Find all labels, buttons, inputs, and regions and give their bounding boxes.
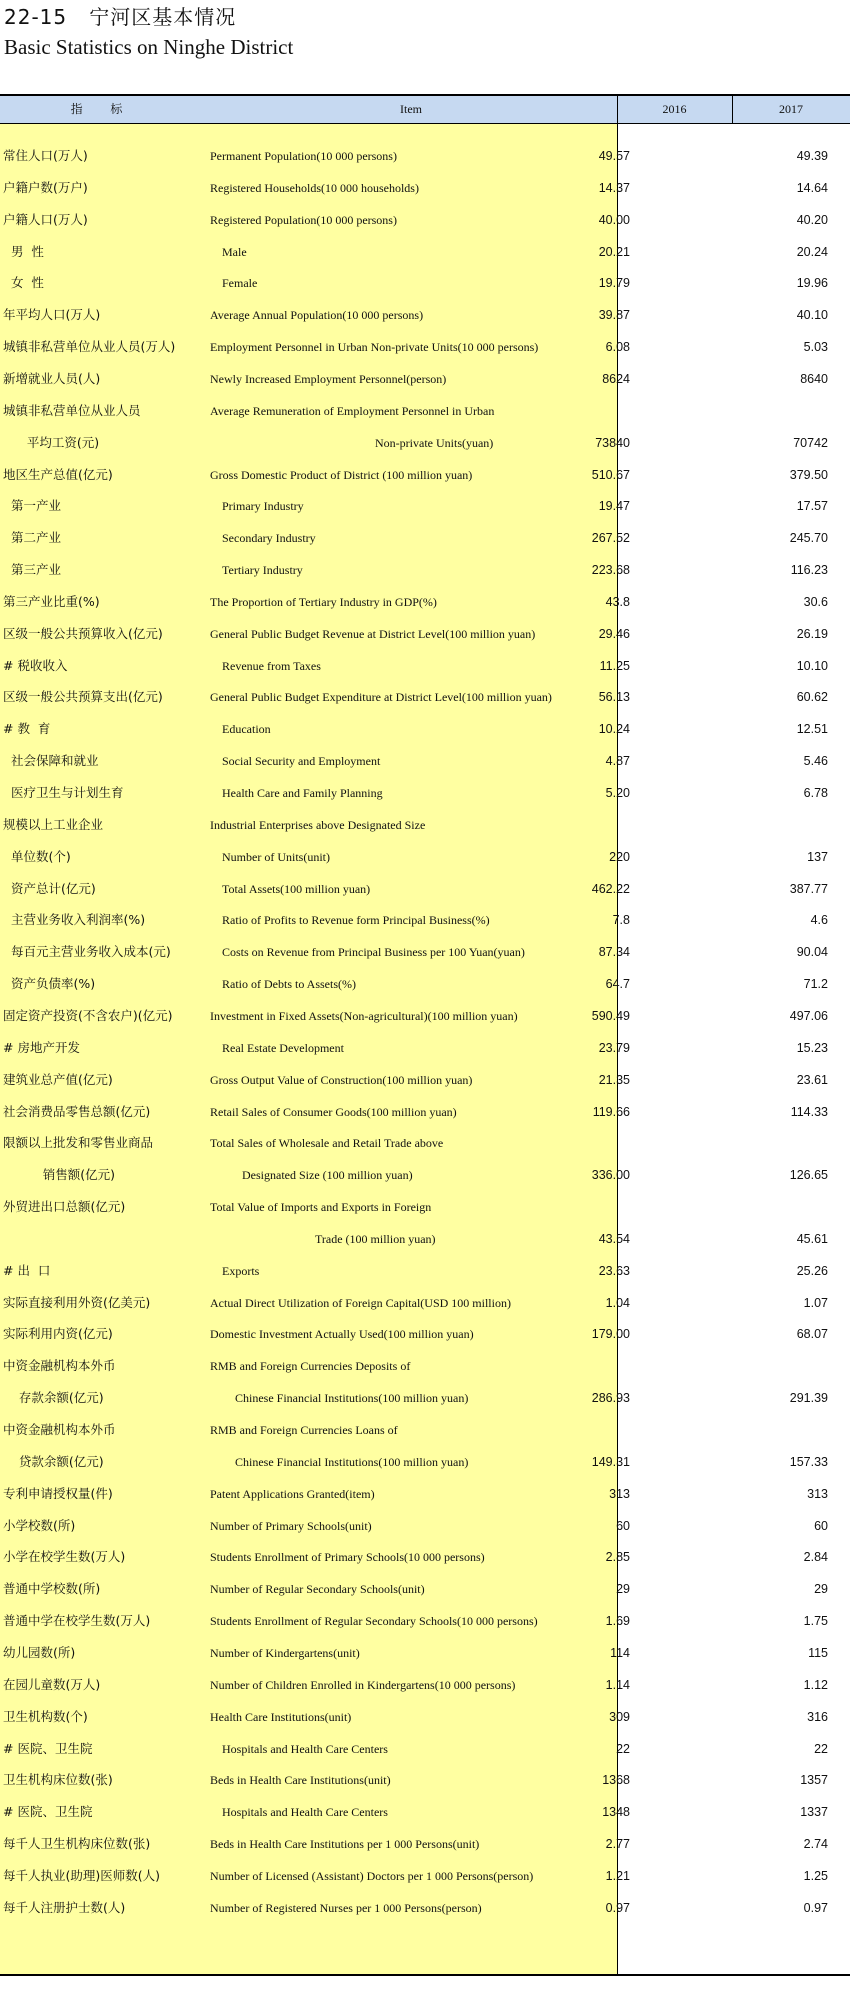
table-row [0,1350,850,1382]
value-2017: 245.70 [789,531,828,546]
value-2016: 1348 [602,1805,630,1820]
value-2017: 68.07 [796,1327,828,1342]
value-2017: 22 [814,1741,828,1756]
table-row [0,1287,850,1319]
indicator-en: Number of Children Enrolled in Kindergartens(10 000 persons) [210,1677,516,1692]
value-2016: 313 [609,1486,630,1501]
value-2016: 149.31 [591,1454,630,1469]
table-header [0,96,850,124]
table-row [0,586,850,618]
indicator-cn: 普通中学校数(所) [3,1581,101,1597]
value-2017: 387.77 [789,881,828,896]
table-row [0,1860,850,1892]
table-row [0,873,850,905]
indicator-cn: 城镇非私营单位从业人员 [3,402,141,418]
table-row [0,745,850,777]
indicator-cn: 区级一般公共预算收入(亿元) [3,625,163,641]
table-row [0,968,850,1000]
table-row [0,267,850,299]
indicator-en: Trade (100 million yuan) [315,1231,436,1246]
indicator-en: Exports [222,1263,260,1278]
value-2017: 45.61 [796,1231,828,1246]
indicator-en: Chinese Financial Institutions(100 million yuan) [235,1391,469,1406]
indicator-en: Total Sales of Wholesale and Retail Trade above [210,1136,444,1151]
indicator-cn: 单位数(个) [3,848,71,864]
indicator-cn: 实际利用内资(亿元) [3,1326,113,1342]
indicator-en: Social Security and Employment [222,754,381,769]
value-2017: 17.57 [796,499,828,514]
value-2016: 21.35 [598,1072,630,1087]
indicator-en: Non-private Units(yuan) [375,435,494,450]
indicator-en: Gross Domestic Product of District (100 million yuan) [210,467,473,482]
indicator-cn: 资产负债率(%) [3,976,96,992]
indicator-en: Average Remuneration of Employment Personnel in Urban [210,403,495,418]
value-2017: 12.51 [796,722,828,737]
indicator-cn: # 教 育 [3,721,51,737]
indicator-cn: 卫生机构床位数(张) [3,1772,113,1788]
value-2017: 5.46 [803,754,828,769]
table-row [0,172,850,204]
value-2016: 49.57 [598,149,630,163]
value-2016: 2.77 [605,1837,630,1852]
table-row [0,236,850,268]
indicator-en: Number of Units(unit) [222,849,330,864]
indicator-en: RMB and Foreign Currencies Deposits of [210,1359,411,1374]
table-row [0,1255,850,1287]
indicator-en: Health Care Institutions(unit) [210,1709,352,1724]
table-row [0,1414,850,1446]
table-row [0,1000,850,1032]
indicator-cn: 中资金融机构本外币 [3,1422,116,1437]
value-2017: 19.96 [796,276,828,291]
value-2016: 39.87 [598,308,630,323]
value-2016: 1368 [602,1773,630,1788]
indicator-en: Beds in Health Care Institutions(unit) [210,1773,391,1788]
table-row [0,1828,850,1860]
value-2017: 60.62 [796,690,828,705]
indicator-cn: 社会消费品零售总额(亿元) [3,1103,151,1119]
indicator-cn: 每千人执业(助理)医师数(人) [3,1867,161,1883]
value-2016: 590.49 [591,1008,630,1023]
table-row [0,1669,850,1701]
table-row [0,363,850,395]
table-row [0,1892,850,1924]
indicator-en: Gross Output Value of Construction(100 million yuan) [210,1072,473,1087]
value-2017: 116.23 [790,563,828,578]
indicator-cn: 幼儿园数(所) [3,1644,76,1660]
table-row [0,459,850,491]
value-2016: 336.00 [591,1168,630,1183]
column-divider-years [732,96,733,124]
value-2017: 90.04 [796,945,828,960]
table-row [0,1382,850,1414]
indicator-en: Number of Registered Nurses per 1 000 Persons(person) [210,1900,482,1915]
indicator-en: Chinese Financial Institutions(100 million yuan) [235,1454,469,1469]
value-2017: 26.19 [796,626,828,641]
indicator-en: Newly Increased Employment Personnel(person) [210,371,447,386]
value-2016: 114 [610,1645,630,1660]
value-2016: 1.21 [605,1868,630,1883]
value-2017: 71.2 [803,977,828,992]
indicator-cn: 主营业务收入利润率(%) [3,912,146,928]
value-2016: 309 [609,1709,630,1724]
table-row [0,618,850,650]
table-row [0,1733,850,1765]
table-row [0,1064,850,1096]
indicator-cn: 女 性 [3,275,44,291]
table-row [0,809,850,841]
value-2017: 379.50 [789,467,828,482]
value-2016: 10.24 [598,722,630,737]
indicator-en: Primary Industry [222,499,304,514]
value-2016: 23.63 [598,1263,630,1278]
value-2017: 1.12 [803,1677,828,1692]
table-row [0,841,850,873]
value-2017: 316 [807,1709,828,1724]
value-2016: 179.00 [591,1327,630,1342]
value-2017: 40.20 [796,212,828,227]
table-row [0,554,850,586]
indicator-en: Male [222,244,247,259]
indicator-en: RMB and Foreign Currencies Loans of [210,1423,398,1437]
value-2016: 19.47 [598,499,630,514]
indicator-cn: 第一产业 [3,498,61,514]
value-2016: 29.46 [598,626,630,641]
table-row [0,1510,850,1542]
value-2017: 291.39 [789,1391,828,1406]
indicator-cn: 实际直接利用外资(亿美元) [3,1294,151,1310]
value-2017: 126.65 [789,1168,828,1183]
indicator-cn: 普通中学在校学生数(万人) [3,1613,151,1629]
value-2017: 1.25 [803,1868,828,1883]
value-2016: 6.08 [605,340,630,355]
value-2017: 14.64 [796,180,828,195]
value-2017: 70742 [793,435,828,450]
indicator-en: Domestic Investment Actually Used(100 million yuan) [210,1327,474,1342]
indicator-en: Female [222,276,258,291]
table-row [0,204,850,236]
value-2016: 119.66 [592,1104,630,1119]
indicator-en: Average Annual Population(10 000 persons) [210,308,424,323]
value-2017: 10.10 [796,658,828,673]
value-2016: 2.85 [605,1550,630,1565]
table-row [0,1796,850,1828]
indicator-en: Permanent Population(10 000 persons) [210,149,397,163]
indicator-en: Investment in Fixed Assets(Non-agricultural)(100 million yuan) [210,1008,518,1023]
value-2017: 497.06 [789,1008,828,1023]
value-2017: 60 [814,1518,828,1533]
indicator-en: Registered Population(10 000 persons) [210,212,397,227]
indicator-cn: 常住人口(万人) [3,148,88,163]
header-item: Item [400,102,422,116]
indicator-cn: 第三产业 [3,562,61,578]
table-row [0,1764,850,1796]
value-2017: 4.6 [810,913,828,928]
indicator-cn: 社会保障和就业 [3,753,99,769]
value-2016: 60 [616,1518,630,1533]
table-row [0,1191,850,1223]
value-2016: 1.14 [605,1677,630,1692]
value-2017: 137 [807,849,828,864]
indicator-cn: 年平均人口(万人) [3,307,101,323]
indicator-en: Tertiary Industry [222,563,303,578]
indicator-en: Retail Sales of Consumer Goods(100 million yuan) [210,1104,457,1119]
indicator-en: Ratio of Debts to Assets(%) [222,977,356,992]
value-2017: 20.24 [796,244,828,259]
value-2017: 1337 [800,1805,828,1820]
indicator-en: Industrial Enterprises above Designated Size [210,817,426,832]
value-2017: 29 [814,1582,828,1597]
value-2017: 0.97 [803,1900,828,1915]
indicator-cn: 存款余额(亿元) [3,1390,104,1406]
value-2016: 1.69 [605,1614,630,1629]
indicator-cn: # 医院、卫生院 [3,1740,93,1756]
indicator-en: Beds in Health Care Institutions per 1 000 Persons(unit) [210,1837,480,1852]
indicator-en: Number of Primary Schools(unit) [210,1518,372,1533]
table-row [0,1573,850,1605]
value-2016: 22 [616,1741,630,1756]
indicator-en: Employment Personnel in Urban Non-private Units(10 000 persons) [210,340,539,355]
indicator-en: Hospitals and Health Care Centers [222,1741,388,1756]
value-2017: 25.26 [796,1263,828,1278]
table-row [0,522,850,554]
value-2016: 43.54 [598,1231,630,1246]
table-row [0,1127,850,1159]
value-2016: 267.52 [591,531,630,546]
header-year-2016: 2016 [662,102,687,116]
value-2016: 5.20 [605,786,630,800]
indicator-cn: 销售额(亿元) [3,1167,115,1183]
table-row [0,1478,850,1510]
indicator-en: Secondary Industry [222,531,316,546]
table-row [0,1096,850,1128]
value-2016: 7.8 [612,913,630,928]
value-2016: 1.04 [605,1295,630,1310]
value-2017: 2.84 [803,1550,828,1565]
value-2016: 4.87 [605,754,630,769]
indicator-cn: 专利申请授权量(件) [3,1485,113,1501]
indicator-cn: 建筑业总产值(亿元) [3,1071,113,1087]
indicator-cn: 外贸进出口总额(亿元) [3,1199,126,1215]
table-row [0,1605,850,1637]
indicator-cn: 资产总计(亿元) [3,880,96,896]
indicator-en: Registered Households(10 000 households) [210,180,419,195]
table-row [0,331,850,363]
indicator-cn: 固定资产投资(不含农户)(亿元) [3,1007,173,1023]
indicator-cn: 限额以上批发和零售业商品 [3,1135,154,1151]
value-2016: 87.34 [598,945,630,960]
table-row [0,140,850,172]
indicator-en: Costs on Revenue from Principal Business per 100 Yuan(yuan) [222,945,525,960]
value-2017: 313 [807,1486,828,1501]
indicator-cn: 卫生机构数(个) [3,1708,88,1724]
indicator-cn: 第二产业 [3,530,61,546]
indicator-en: Revenue from Taxes [222,658,321,673]
indicator-cn: # 房地产开发 [3,1039,80,1055]
indicator-en: Education [222,722,271,737]
indicator-cn: 第三产业比重(%) [3,593,100,609]
indicator-en: Students Enrollment of Primary Schools(10 000 persons) [210,1550,485,1565]
value-2017: 115 [808,1645,828,1660]
indicator-cn: 男 性 [3,243,44,259]
value-2016: 29 [616,1582,630,1597]
indicator-cn: 贷款余额(亿元) [3,1453,104,1469]
indicator-en: Actual Direct Utilization of Foreign Capital(USD 100 million) [210,1295,511,1310]
value-2016: 43.8 [605,594,630,609]
indicator-en: Number of Licensed (Assistant) Doctors per 1 000 Persons(person) [210,1868,534,1883]
indicator-en: The Proportion of Tertiary Industry in GDP(%) [210,594,437,609]
value-2016: 73840 [595,435,630,450]
indicator-en: Total Value of Imports and Exports in Foreign [210,1200,432,1215]
value-2016: 11.25 [599,658,630,673]
indicator-cn: # 税收收入 [3,657,68,673]
table-row [0,713,850,745]
indicator-cn: 医疗卫生与计划生育 [3,785,124,800]
indicator-cn: 平均工资(元) [3,434,100,450]
indicator-cn: 小学校数(所) [3,1517,76,1533]
value-2016: 220 [609,849,630,864]
table-row [0,299,850,331]
indicator-en: Number of Kindergartens(unit) [210,1645,360,1660]
indicator-en: Patent Applications Granted(item) [210,1486,375,1501]
value-2017: 114.33 [790,1104,828,1119]
indicator-en: Number of Regular Secondary Schools(unit) [210,1582,425,1597]
value-2017: 49.39 [796,149,828,163]
indicator-cn: 规模以上工业企业 [3,816,104,832]
value-2016: 462.22 [591,881,630,896]
indicator-cn: 在园儿童数(万人) [3,1676,101,1692]
value-2017: 1357 [800,1773,828,1788]
table-row [0,490,850,522]
value-2017: 5.03 [803,340,828,355]
indicator-en: General Public Budget Expenditure at District Level(100 million yuan) [210,690,552,705]
value-2017: 2.74 [803,1837,828,1852]
value-2016: 510.67 [591,467,630,482]
indicator-en: Designated Size (100 million yuan) [242,1168,413,1183]
title-block [4,4,293,61]
indicator-en: Real Estate Development [222,1040,344,1055]
table-row [0,650,850,682]
indicator-en: Health Care and Family Planning [222,786,383,800]
value-2017: 40.10 [796,308,828,323]
statistics-table [0,94,850,1976]
table-row [0,1446,850,1478]
header-indicator: 指 标 [70,102,135,116]
indicator-cn: 地区生产总值(亿元) [3,466,113,482]
table-row [0,1032,850,1064]
value-2016: 8624 [602,371,630,386]
indicator-cn: 新增就业人员(人) [3,370,101,386]
indicator-cn: 每千人注册护士数(人) [3,1899,126,1915]
indicator-cn: 每千人卫生机构床位数(张) [3,1836,151,1852]
table-row [0,1159,850,1191]
value-2017: 15.23 [796,1040,828,1055]
page-title-en: Basic Statistics on Ninghe District [4,35,294,59]
table-row [0,777,850,809]
value-2016: 64.7 [605,977,630,992]
value-2016: 0.97 [605,1900,630,1915]
value-2017: 30.6 [803,594,828,609]
indicator-en: Total Assets(100 million yuan) [222,881,371,896]
indicator-cn: 户籍人口(万人) [3,211,88,227]
table-row [0,395,850,427]
indicator-en: Students Enrollment of Regular Secondary Schools(10 000 persons) [210,1614,538,1629]
value-2017: 1.07 [803,1295,828,1310]
value-2016: 56.13 [598,690,630,705]
indicator-cn: 每百元主营业务收入成本(元) [3,944,171,960]
table-row [0,904,850,936]
value-2016: 40.00 [598,212,630,227]
value-2016: 14.37 [598,180,630,195]
indicator-en: General Public Budget Revenue at District Level(100 million yuan) [210,626,536,641]
indicator-cn: 城镇非私营单位从业人员(万人) [3,339,176,355]
table-number: 22-15 [4,5,68,29]
table-row [0,1318,850,1350]
value-2017: 23.61 [796,1072,828,1087]
page-title-cn [4,4,293,30]
table-row [0,1541,850,1573]
table-row [0,681,850,713]
table-row [0,1637,850,1669]
indicator-en: Ratio of Profits to Revenue form Principal Business(%) [222,913,490,928]
value-2016: 286.93 [591,1391,630,1406]
indicator-cn: # 医院、卫生院 [3,1804,93,1820]
value-2017: 157.33 [789,1454,828,1469]
indicator-cn: 区级一般公共预算支出(亿元) [3,689,163,705]
table-row [0,936,850,968]
indicator-en: Hospitals and Health Care Centers [222,1805,388,1820]
header-year-2017: 2017 [779,102,803,116]
value-2016: 23.79 [598,1040,630,1055]
table-row [0,1223,850,1255]
indicator-cn: 小学在校学生数(万人) [3,1549,126,1565]
value-2016: 223.68 [591,563,630,578]
value-2017: 6.78 [803,786,828,800]
table-row [0,427,850,459]
value-2016: 19.79 [598,276,630,291]
indicator-cn: # 出 口 [3,1262,51,1278]
indicator-cn: 户籍户数(万户) [3,179,88,195]
value-2017: 1.75 [803,1614,828,1629]
table-row [0,1701,850,1733]
value-2016: 20.21 [598,244,630,259]
value-2017: 8640 [800,371,828,386]
indicator-cn: 中资金融机构本外币 [3,1358,116,1374]
title-chinese: 宁河区基本情况 [89,5,237,29]
